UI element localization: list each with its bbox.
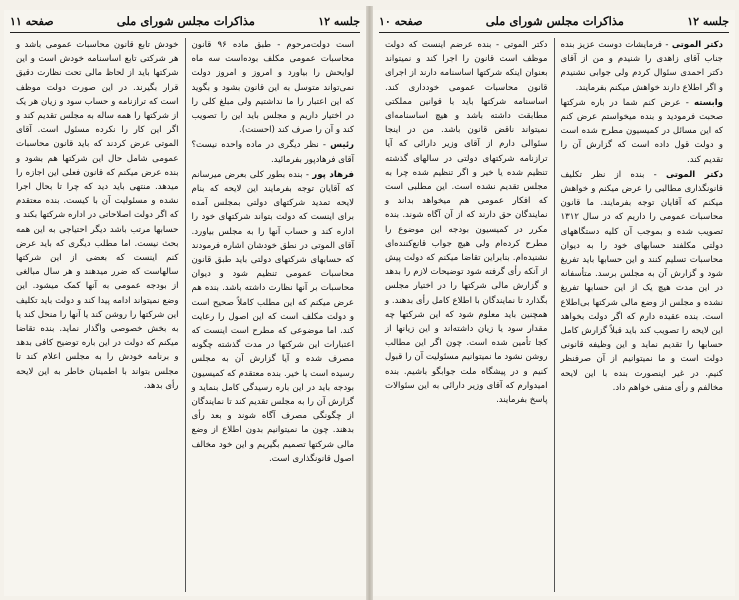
speaker-name: دکتر الموتی [671, 40, 724, 50]
left-page [4, 10, 366, 596]
speech-text: - عرض کنم شما در باره شرکتها صحبت فرمودید و بنده میخواستم عرض کنم که این مسائل در کمیسیون مطرح شده است و دولت قول داده است که گزارش آن را تقدیم کند. [560, 97, 723, 165]
right-page-column-right [555, 38, 730, 592]
speech-text: - فرمایشات دوست عزیز بنده جناب آقای زاهدی را شنیدم و من از آقای دکتر احمدی سئوال کردم ولی جوابی نشنیدم و اگر اطلاع دارند خواهش میکنم بفرمایند. [560, 40, 723, 93]
left-page-header [10, 10, 360, 33]
right-page-session: جلسه ۱۲ [687, 14, 729, 28]
left-page-title: مذاکرات مجلس شورای ملی [116, 14, 255, 28]
paragraph [192, 38, 355, 137]
right-page [373, 10, 735, 596]
right-page-columns [379, 38, 729, 592]
left-page-column-left [10, 38, 185, 592]
left-page-session: جلسه ۱۲ [318, 14, 360, 28]
book-gutter [366, 6, 373, 600]
left-page-columns [10, 38, 360, 592]
right-page-header [379, 10, 729, 33]
speech-text: خودش تابع قانون محاسبات عمومی باشد و هر شرکتی تابع اساسنامه خودش است و این شرکتها باید از لحاظ مالی تحت نظارت دقیق قرار بگیرند. در این صورت دولت موظف است که ترازنامه و حساب سود و زیان هر یک از شرکتها را همه ساله به مجلس تقدیم کند و اگر این کار را نکرده مسئول است. آقای الموتی عرض کردند که باید قانون محاسبات عمومی شامل حال این شرکتها هم بشود و بنده عرض میکنم که قانون فعلی این اجازه را میدهد. منتهی باید دید که چرا تا بحال اجرا نشده و مسئولیت آن با کیست. بنده معتقدم که اگر دولت اصلاحاتی در اداره شرکتها بکند و حسابها مرتب باشد دیگر احتیاجی به این همه بحث نیست. اما مطلب دیگری که باید عرض کنم اینست که بعضی از این شرکتها سالهاست که ضرر میدهند و هر سال مبالغی از بودجه عمومی به آنها کمک میشود. این وضع نمیتواند ادامه پیدا کند و دولت باید تکلیف این شرکتها را روشن کند یا آنها را منحل کند یا به بخش خصوصی واگذار نماید. بنده تقاضا میکنم که دولت در این باره توضیح کافی بدهد و برنامه خودش را به مجلس اعلام کند تا مجلس بتواند با اطمینان خاطر به این لایحه رأی بدهد. [16, 40, 179, 391]
paragraph [16, 38, 179, 393]
speaker-name: وابسته [694, 97, 724, 108]
speech-text: - نظر دیگری در ماده واحده نیست؟ آقای فرهادپور بفرمائید. [191, 140, 354, 165]
speech-text: دکتر الموتی - بنده عرضم اینست که دولت موظف است قانون را اجرا کند و نمیتواند بعنوان اینکه شرکتها اساسنامه دارند از اجرای قانون محاسبات عمومی خودداری کند. اساسنامه شرکتها باید با قوانین مملکتی مطابقت داشته باشد و هیچ اساسنامه‌ای نمیتواند ناقض قانون باشد. من در اینجا سئوالی دارم از آقای وزیر دارائی که آیا ترازنامه شرکتهای دولتی در سالهای گذشته تنظیم شده یا خیر و اگر تنظیم شده چرا به مجلس تقدیم نشده است. این مطلبی است که افکار عمومی هم میخواهد بداند و نمایندگان حق دارند که از آن آگاه شوند. بنده مکرر در کمیسیون بودجه این موضوع را مطرح کرده‌ام ولی هیچ جواب قانع‌کننده‌ای نشنیده‌ام. بنابراین تقاضا میکنم که دولت پیش از آنکه رأی گرفته شود توضیحات لازم را بدهد و گزارش مالی شرکتها را در اختیار مجلس بگذارد تا نمایندگان با اطلاع کامل رأی بدهند. و همچنین باید معلوم شود که این شرکتها چه مقدار سود یا زیان داشته‌اند و این زیانها از کجا تأمین شده است. چون اگر این مطالب روشن نشود ما نمیتوانیم مسئولیت آن را قبول کنیم و در پیشگاه ملت جوابگو باشیم. بنده امیدوارم که آقای وزیر دارائی به این سئوالات پاسخ بفرمایند. [385, 40, 548, 406]
left-page-number: صفحه ۱۱ [10, 14, 54, 28]
right-page-number: صفحه ۱۰ [379, 14, 423, 28]
paragraph [561, 38, 724, 95]
paragraph [561, 96, 724, 167]
speaker-name: دکتر الموتی [666, 169, 724, 180]
speech-text: - بنده بطور کلی بعرض میرسانم که آقایان توجه بفرمایند این لایحه که بنام لایحه تمدید شرکتهای دولتی بمجلس آمده برای اینست که دولت بتواند شرکتهای خود را اداره کند و حساب آنها را به مجلس بیاورد. آقای الموتی در نطق خودشان اشاره فرمودند که حسابهای شرکتهای دولتی باید طبق قانون محاسبات عمومی تنظیم شود و دیوان محاسبات بر آنها نظارت داشته باشد. بنده هم عرض میکنم که این مطلب کاملاً صحیح است و دولت مکلف است که این اصول را رعایت کند. اما موضوعی که مطرح است اینست که اعتبارات این شرکتها در مدت گذشته چگونه مصرف شده و آیا گزارش آن به مجلس رسیده است یا خیر. بنده معتقدم که کمیسیون بودجه باید در این باره رسیدگی کامل بنماید و گزارش آن را به مجلس تقدیم کند تا نمایندگان از چگونگی مصرف آگاه شوند و بعد رأی بدهند. چون ما نمیتوانیم بدون اطلاع از وضع مالی شرکتها تصمیم بگیریم و این خود مخالف اصول قانونگذاری است. [191, 169, 354, 464]
speech-text: - بنده از نظر تکلیف قانونگذاری مطالبی را عرض میکنم و خواهش میکنم که آقایان توجه بفرمایند. ما قانون محاسبات عمومی را داریم که در سال ۱۳۱۲ تصویب شده و بموجب آن کلیه دستگاههای دولتی مکلفند حسابهای خود را به دیوان محاسبات تسلیم کنند و این حسابها باید تفریغ شود و گزارش آن به مجلس برسد. متأسفانه در این مدت هیچ یک از این حسابها تفریغ نشده و مجلس از وضع مالی شرکتها بی‌اطلاع است. بنده عقیده دارم که اگر دولت بخواهد این لایحه را تصویب کند باید قبلاً گزارش کامل حسابها را تقدیم نماید و این وظیفه قانونی دولت است و ما نمیتوانیم از آن صرفنظر کنیم. در غیر اینصورت بنده با این لایحه مخالفم و رأی منفی خواهم داد. [560, 169, 723, 393]
right-page-title: مذاکرات مجلس شورای ملی [485, 14, 624, 28]
paragraph [385, 38, 548, 407]
left-page-column-right [186, 38, 361, 592]
speaker-name: رئیس [330, 140, 355, 151]
right-page-column-left [379, 38, 554, 592]
paragraph [192, 138, 355, 166]
paragraph [561, 168, 724, 395]
speech-text: است دولت‌مرحوم - طبق ماده ۹۶ قانون محاسبات عمومی مکلف بوده‌است سه ماه لوایحش را بیاورد و امروز و امروز دولت نمی‌تواند متوسل به این قانون بشود و بگوید که این اعتبار را ما نداشتیم ولی مبلغ کلی را در اختیار داریم و مجلس باید این را تصویب کند و آن را صرف کند (احسنت). [191, 40, 354, 136]
paragraph [192, 168, 355, 466]
speaker-name: فرهاد پور [312, 169, 355, 180]
